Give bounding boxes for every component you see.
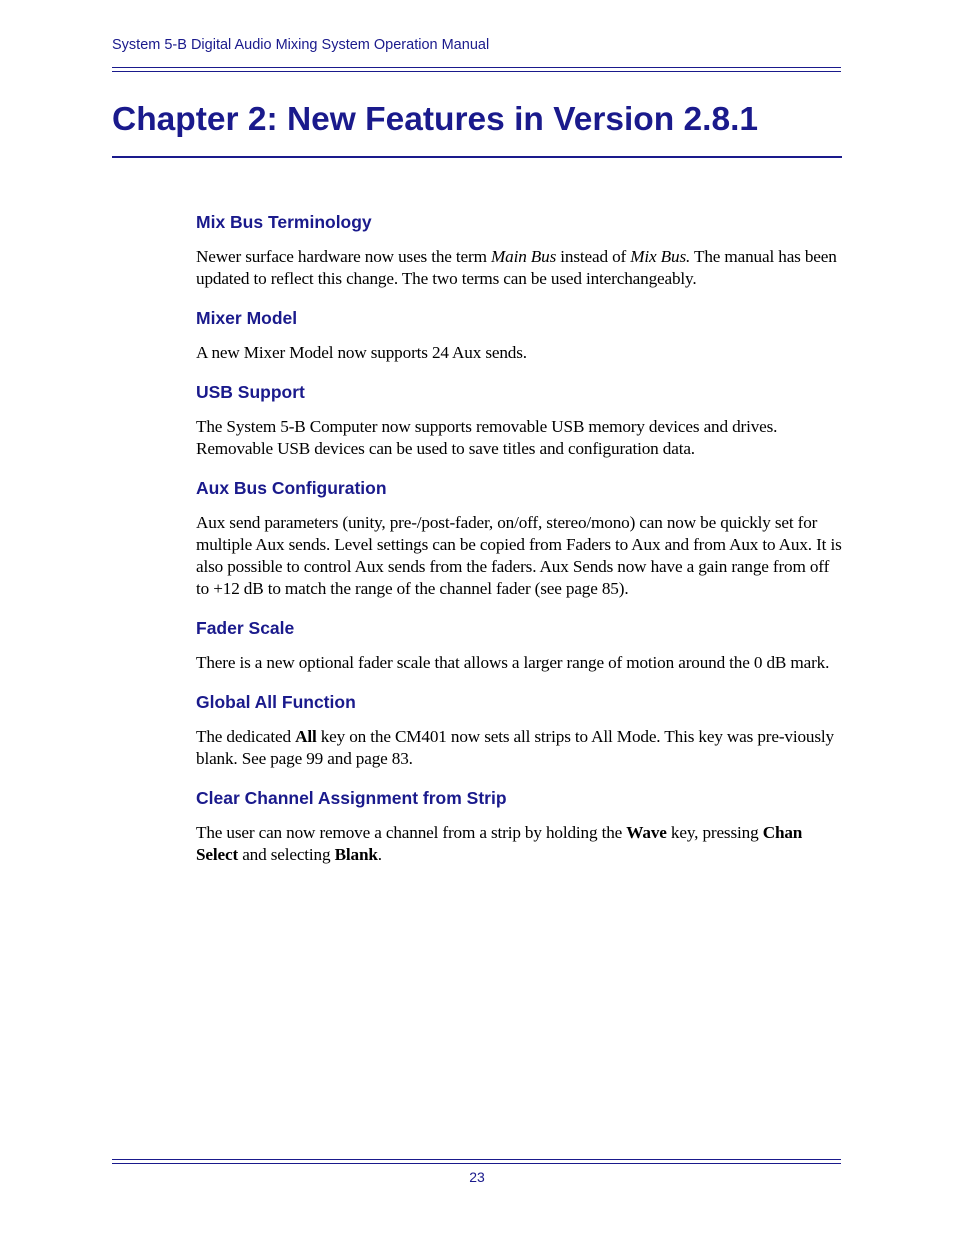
section-body: Aux send parameters (unity, pre-/post-fader, on/off, stereo/mono) can now be quickly set for multiple Aux sends. Level settings can be copied from Faders to Aux and from Aux to Aux. It is also possible to control Aux sends from the faders. Aux Sends now have a gain range from off to +12 dB to match the range of the channel fader (see page 85). <box>196 513 842 598</box>
page-number: 23 <box>469 1169 485 1185</box>
emphasis-text: Mix Bus. <box>630 247 691 266</box>
body-text: . <box>377 845 382 864</box>
section-body <box>196 822 842 866</box>
section-body: The System 5-B Computer now supports removable USB memory devices and drives. Removable USB devices can be used to save titles and configuration data. <box>196 417 778 458</box>
emphasis-text: Main Bus <box>490 247 557 266</box>
body-text: instead of <box>556 247 631 266</box>
section-body: A new Mixer Model now supports 24 Aux sends. <box>196 343 527 362</box>
section-fader-scale <box>196 616 842 674</box>
section-mixer-model <box>196 306 842 364</box>
section-heading: USB Support <box>196 382 305 402</box>
body-text: and selecting <box>238 845 335 864</box>
main-content <box>196 210 842 882</box>
key-name: All <box>295 727 317 746</box>
section-body <box>196 726 842 770</box>
footer-rule <box>112 1159 841 1164</box>
body-text: key, pressing <box>666 823 763 842</box>
section-aux-bus-configuration <box>196 476 842 600</box>
chapter-title-rule <box>112 156 842 158</box>
section-heading: Mixer Model <box>196 308 298 328</box>
header-rule <box>112 67 841 72</box>
body-text: The user can now remove a channel from a strip by holding the <box>196 823 627 842</box>
section-clear-channel-assignment <box>196 786 842 866</box>
body-text: key on the CM401 now sets all strips to All Mode. This key was pre-viously blank. See page 99 and page 83. <box>196 727 834 768</box>
key-name: Wave <box>626 823 667 842</box>
chapter-title: Chapter 2: New Features in Version 2.8.1 <box>112 101 759 138</box>
key-name: Blank <box>334 845 378 864</box>
section-heading: Clear Channel Assignment from Strip <box>196 788 507 808</box>
body-text: Newer surface hardware now uses the term <box>196 247 491 266</box>
section-body: There is a new optional fader scale that allows a larger range of motion around the 0 dB mark. <box>196 653 830 672</box>
body-text: The dedicated <box>196 727 296 746</box>
section-mix-bus-terminology <box>196 210 842 290</box>
running-header: System 5-B Digital Audio Mixing System Operation Manual <box>112 37 490 53</box>
section-heading: Aux Bus Configuration <box>196 478 387 498</box>
body-text: The manual has been updated to reflect this change. The two terms can be used interchangeably. <box>196 247 837 288</box>
section-global-all-function <box>196 690 842 770</box>
section-heading: Global All Function <box>196 692 356 712</box>
section-heading: Fader Scale <box>196 618 295 638</box>
section-usb-support <box>196 380 842 460</box>
key-name: Chan Select <box>196 823 803 864</box>
section-body <box>196 246 842 290</box>
section-heading: Mix Bus Terminology <box>196 212 372 232</box>
